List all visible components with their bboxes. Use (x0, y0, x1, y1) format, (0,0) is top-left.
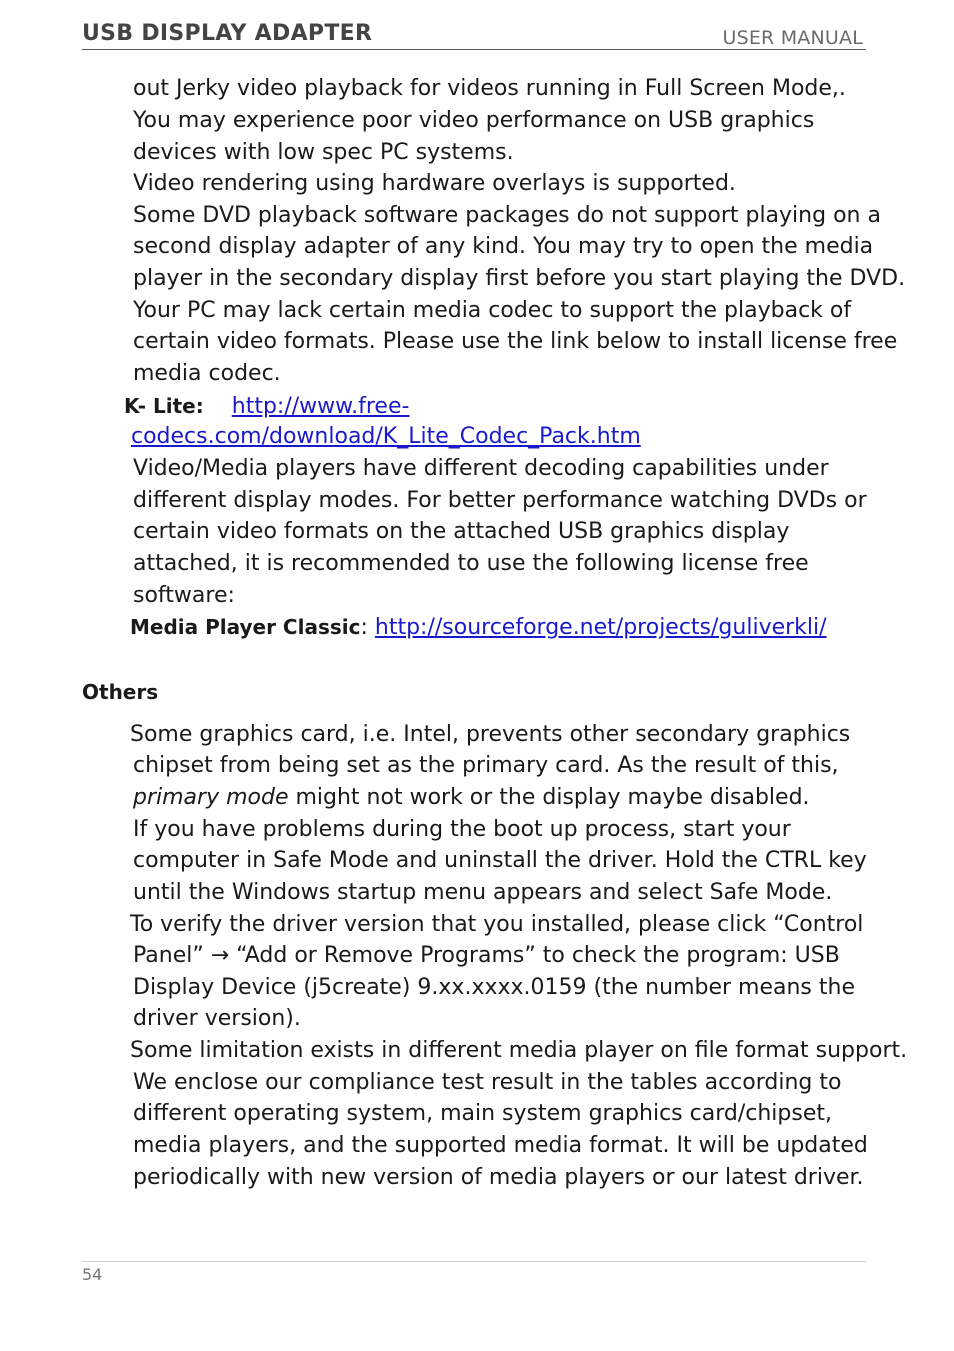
body-line: Some DVD playback software packages do not support playing on a (133, 203, 881, 228)
body-line: periodically with new version of media players or our latest driver. (133, 1165, 864, 1190)
body-line: To verify the driver version that you installed, please click “Control (130, 912, 864, 937)
body-line: Video/Media players have different decoding capabilities under (133, 456, 829, 481)
body-line: media players, and the supported media format. It will be updated (133, 1133, 868, 1158)
body-line: Your PC may lack certain media codec to support the playback of (133, 298, 852, 323)
body-line: player in the secondary display first before you start playing the DVD. (133, 266, 906, 291)
klite-label: K- Lite: (124, 394, 204, 418)
body-line: Some limitation exists in different media player on file format support. (130, 1038, 908, 1063)
body-line: driver version). (133, 1006, 301, 1031)
body-line: Video rendering using hardware overlays is supported. (133, 171, 736, 196)
body-line: different operating system, main system graphics card/chipset, (133, 1101, 832, 1126)
primary-mode-term: primary mode (133, 785, 289, 810)
mpc-colon: : (360, 615, 375, 640)
body-line: certain video formats on the attached USB graphics display (133, 519, 790, 544)
body-line: devices with low spec PC systems. (133, 140, 514, 165)
body-line: different display modes. For better performance watching DVDs or (133, 488, 867, 513)
body-line: Some graphics card, i.e. Intel, prevents other secondary graphics (130, 722, 851, 747)
body-line: computer in Safe Mode and uninstall the driver. Hold the CTRL key (133, 848, 867, 873)
klite-link-part2[interactable]: codecs.com/download/K_Lite_Codec_Pack.htm (131, 424, 641, 449)
body-line: chipset from being set as the primary card. As the result of this, (133, 753, 839, 778)
klite-row (124, 390, 409, 423)
klite-link[interactable]: http://www.free- (231, 394, 410, 419)
mpc-link[interactable]: http://sourceforge.net/projects/guliverkli/ (374, 615, 827, 640)
body-line: media codec. (133, 361, 281, 386)
page-header (82, 20, 866, 50)
body-line: certain video formats. Please use the link below to install license free (133, 329, 898, 354)
body-line-primary-mode (133, 782, 810, 814)
mpc-label: Media Player Classic (130, 615, 361, 639)
header-subtitle: USER MANUAL (722, 27, 863, 49)
section-heading-others: Others (82, 680, 159, 704)
mpc-row (130, 611, 827, 644)
page-number: 54 (82, 1265, 103, 1284)
body-line: Panel” → “Add or Remove Programs” to check the program: USB (133, 943, 840, 968)
body-line: attached, it is recommended to use the following license free (133, 551, 809, 576)
body-line: until the Windows startup menu appears and select Safe Mode. (133, 880, 833, 905)
body-line: We enclose our compliance test result in the tables according to (133, 1070, 842, 1095)
footer-divider (82, 1261, 866, 1262)
primary-mode-rest: might not work or the display maybe disabled. (288, 785, 810, 810)
body-line: If you have problems during the boot up process, start your (133, 817, 791, 842)
body-line: out Jerky video playback for videos running in Full Screen Mode,. (133, 76, 846, 101)
body-line: software: (133, 583, 235, 608)
body-line: Display Device (j5create) 9.xx.xxxx.0159 (the number means the (133, 975, 855, 1000)
header-title: USB DISPLAY ADAPTER (82, 21, 373, 46)
klite-link-continued (131, 421, 641, 453)
body-line: second display adapter of any kind. You may try to open the media (133, 234, 874, 259)
body-line: You may experience poor video performance on USB graphics (133, 108, 815, 133)
